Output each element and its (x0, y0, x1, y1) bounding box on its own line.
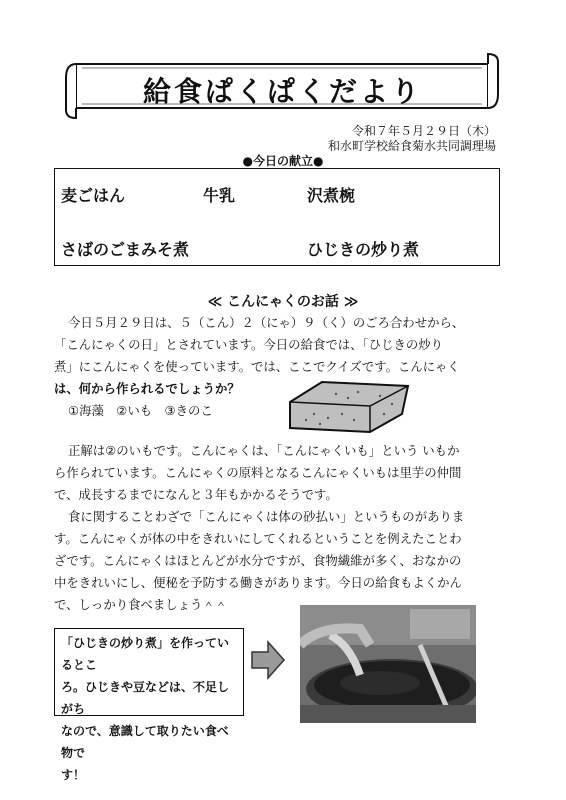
text-line: 食に関することわざで「こんにゃくは体の砂払い」というものがありま (68, 509, 465, 524)
paragraph-answer (54, 440, 500, 616)
menu-heading: ●今日の献立● (242, 154, 324, 168)
note-line: なので、意識して取りたい食べ物で (61, 724, 229, 760)
menu-item: 牛乳 (203, 186, 236, 205)
right-arrow-icon (250, 640, 286, 680)
note-line: す！ (61, 768, 86, 782)
quiz-options: ①海藻 ②いも ③きのこ (68, 403, 213, 418)
paragraph-intro (54, 312, 500, 422)
quiz-question: は、何から作られるでしょうか？ (54, 381, 240, 396)
menu-box (54, 168, 500, 266)
menu-item: 麦ごはん (61, 186, 126, 205)
konnyaku-block-illustration (284, 374, 414, 438)
text-line: す。こんにゃくが体の中をきれいにしてくれるということを例えたことわ (54, 531, 462, 546)
menu-item: さばのごまみそ煮 (61, 240, 190, 259)
note-line: ろ。ひじきや豆などは、不足しがち (61, 680, 230, 716)
text-line: で、しっかり食べましょう＾＾ (54, 597, 228, 612)
text-line: 「こんにゃくの日」とされています。今日の給食では、「ひじきの炒り (54, 337, 444, 352)
text-line: で、成長するまでになんと３年もかかるそうです。 (54, 487, 338, 502)
issuer-name: 和水町学校給食菊水共同調理場 (327, 139, 496, 153)
section-title: ≪ こんにゃくのお話 ≫ (207, 294, 359, 310)
note-box (54, 628, 244, 782)
menu-item: 沢煮椀 (307, 186, 356, 205)
cooking-photo (300, 605, 476, 723)
text-line: 正解は②のいもです。こんにゃくは、「こんにゃくいも」という いもか (68, 443, 460, 458)
text-line: 煮」にこんにゃくを使っています。では、ここでクイズです。こんにゃく (54, 359, 460, 374)
menu-item: ひじきの炒り煮 (307, 240, 420, 259)
page-title: 給食ぱくぱくだより (142, 75, 422, 108)
text-line: ざです。こんにゃくはほとんどが水分ですが、食物繊維が多く、おなかの (54, 553, 462, 568)
issue-date: 令和７年５月２９日（木） (351, 124, 496, 138)
text-line: 今日５月２９日は、５（こん）２（にゃ）９（く）のごろ合わせから、 (68, 315, 465, 330)
text-line: ら作られています。こんにゃくの原料となるこんにゃくいもは里芋の仲間 (54, 465, 462, 480)
note-line: 「ひじきの炒り煮」を作っているとこ (61, 636, 230, 672)
text-line: 中をきれいにし、便秘を予防する働きがあります。今日の給食もよくかん (54, 575, 462, 590)
